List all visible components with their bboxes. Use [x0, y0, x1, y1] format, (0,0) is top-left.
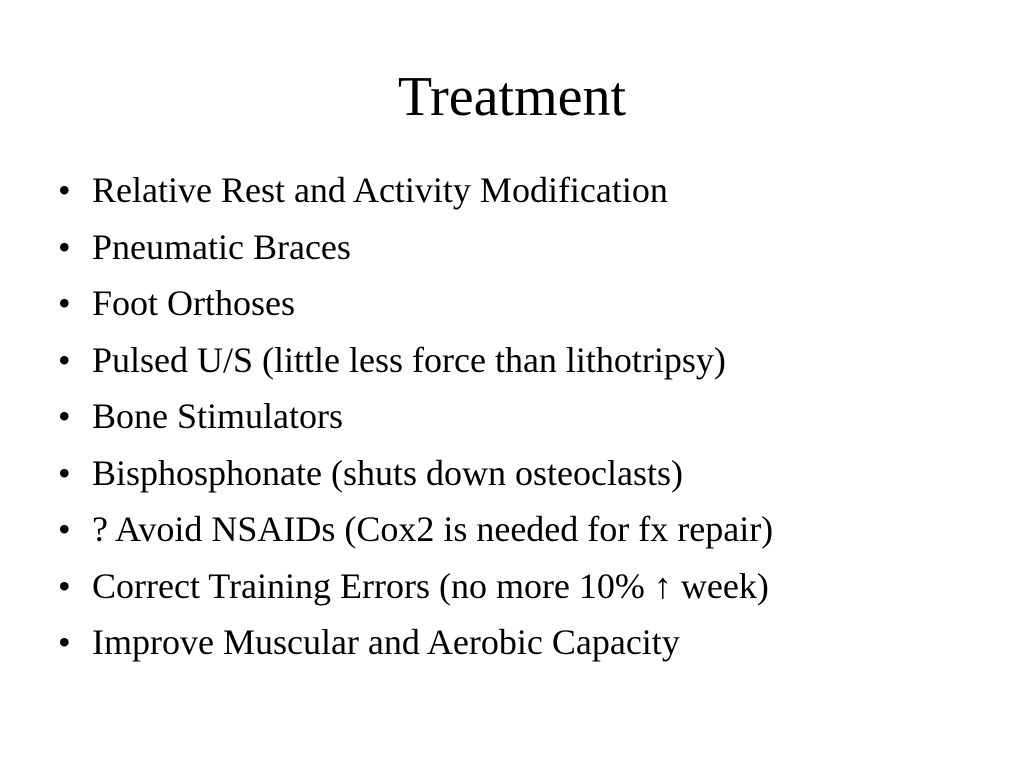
bullet-icon: •: [58, 565, 71, 606]
bullet-list: [58, 162, 773, 671]
bullet-icon: •: [58, 452, 71, 493]
bullet-icon: •: [58, 622, 71, 662]
bullet-text: Bone Stimulators: [92, 396, 343, 436]
slide-title: Treatment: [397, 66, 627, 128]
bullet-item: [58, 219, 773, 276]
bullet-text: Relative Rest and Activity Modification: [92, 170, 668, 210]
bullet-item: [58, 445, 773, 502]
bullet-icon: •: [58, 170, 71, 210]
bullet-text: Improve Muscular and Aerobic Capacity: [92, 622, 680, 662]
bullet-item: [58, 275, 773, 332]
bullet-text: ? Avoid NSAIDs (Cox2 is needed for fx repair): [92, 509, 774, 549]
bullet-item: [58, 332, 773, 389]
bullet-item: [58, 388, 773, 445]
bullet-icon: •: [58, 509, 71, 549]
bullet-text: Pulsed U/S (little less force than lithotripsy): [92, 339, 726, 380]
bullet-text: Bisphosphonate (shuts down osteoclasts): [92, 452, 683, 493]
bullet-item: [58, 501, 773, 558]
bullet-text: Pneumatic Braces: [92, 226, 351, 267]
bullet-icon: •: [58, 283, 71, 323]
bullet-item: [58, 614, 773, 671]
bullet-text: Foot Orthoses: [92, 283, 296, 323]
bullet-item: [58, 558, 773, 615]
bullet-item: [58, 162, 773, 219]
bullet-icon: •: [58, 396, 71, 436]
bullet-text: Correct Training Errors (no more 10% ↑ week): [92, 565, 769, 606]
bullet-icon: •: [58, 339, 71, 380]
bullet-icon: •: [58, 226, 71, 267]
